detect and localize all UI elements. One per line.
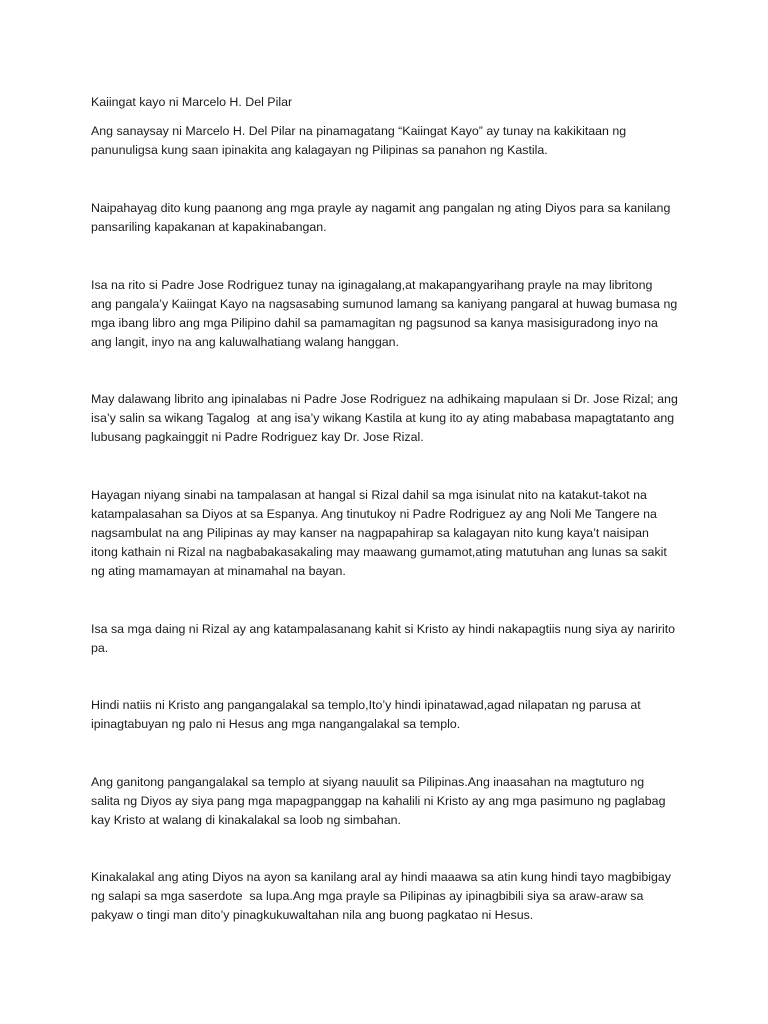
paragraph-7-line-1: Hindi natiis ni Kristo ang pangangalakal sa templo,Ito’y hindi ipinatawad,agad nilapatan ng parusa at: [91, 698, 641, 712]
paragraph-3-line-2: ang pangala’y Kaiingat Kayo na nagsasabing sumunod lamang sa kaniyang pangaral at huwag bumasa ng: [91, 297, 678, 311]
paragraph-3-line-1: Isa na rito si Padre Jose Rodriguez tunay na iginagalang,at makapangyarihang prayle na may libritong: [91, 278, 653, 292]
paragraph-8-line-1: Ang ganitong pangangalakal sa templo at siyang nauulit sa Pilipinas.Ang inaasahan na magtuturo ng: [91, 775, 645, 789]
paragraph-9-line-3: pakyaw o tingi man dito’y pinagkukuwaltahan nila ang buong pagkatao ni Hesus.: [91, 908, 534, 922]
paragraph-5-line-4: itong kathain ni Rizal na nagbabakasakaling may maawang gumamot,ating matutuhan ang lunas sa sakit: [91, 545, 667, 559]
paragraph-2-line-2: pansariling kapakanan at kapakinabangan.: [91, 220, 327, 234]
paragraph-3-line-4: ang langit, inyo na ang kaluwalhatiang walang hanggan.: [91, 335, 399, 349]
paragraph-2-line-1: Naipahayag dito kung paanong ang mga prayle ay nagamit ang pangalan ng ating Diyos para sa kanilang: [91, 201, 671, 215]
paragraph-4-line-1: May dalawang librito ang ipinalabas ni Padre Jose Rodriguez na adhikaing mapulaan si Dr. Jose Rizal; ang: [91, 392, 678, 406]
paragraph-1-line-2: panunuligsa kung saan ipinakita ang kalagayan ng Pilipinas sa panahon ng Kastila.: [91, 143, 548, 157]
paragraph-5-line-1: Hayagan niyang sinabi na tampalasan at hangal si Rizal dahil sa mga isinulat nito na katakut-takot na: [91, 488, 647, 502]
paragraph-4-line-2: isa’y salin sa wikang Tagalog at ang isa’y wikang Kastila at kung ito ay ating mababasa mapagtatanto ang: [91, 411, 675, 425]
paragraph-3-line-3: mga ibang libro ang mga Pilipino dahil sa pamamagitan ng pagsunod sa kanya masisiguradong inyo na: [91, 316, 658, 330]
document-title: Kaiingat kayo ni Marcelo H. Del Pilar: [91, 95, 293, 109]
paragraph-5-line-3: nagsambulat na ang Pilipinas ay may kanser na nagpapahirap sa kalagayan nito kung kaya’t naisipan: [91, 526, 649, 540]
paragraph-6-line-2: pa.: [91, 641, 109, 655]
paragraph-8-line-2: salita ng Diyos ay siya pang mga mapagpanggap na kahalili ni Kristo ay ang mga pasimuno ng paglabag: [91, 794, 666, 808]
paragraph-4-line-3: lubusang pagkainggit ni Padre Rodriguez kay Dr. Jose Rizal.: [91, 430, 424, 444]
paragraph-5-line-5: ng ating mamamayan at minamahal na bayan.: [91, 564, 346, 578]
paragraph-7-line-2: ipinagtabuyan ng palo ni Hesus ang mga nangangalakal sa templo.: [91, 717, 461, 731]
paragraph-1-line-1: Ang sanaysay ni Marcelo H. Del Pilar na pinamagatang “Kaiingat Kayo” ay tunay na kakikitaan ng: [91, 124, 627, 138]
paragraph-8-line-3: kay Kristo at walang di kinakalakal sa loob ng simbahan.: [91, 813, 401, 827]
paragraph-9-line-1: Kinakalakal ang ating Diyos na ayon sa kanilang aral ay hindi maaawa sa atin kung hindi tayo magbibigay: [91, 870, 671, 884]
paragraph-6-line-1: Isa sa mga daing ni Rizal ay ang katampalasanang kahit si Kristo ay hindi nakapagtiis nung siya ay naririto: [91, 622, 676, 636]
paragraph-9-line-2: ng salapi sa mga saserdote sa lupa.Ang mga prayle sa Pilipinas ay ipinagbibili siya sa araw-araw sa: [91, 889, 644, 903]
paragraph-5-line-2: katampalasahan sa Diyos at sa Espanya. Ang tinutukoy ni Padre Rodriguez ay ang Noli Me Tangere na: [91, 507, 657, 521]
